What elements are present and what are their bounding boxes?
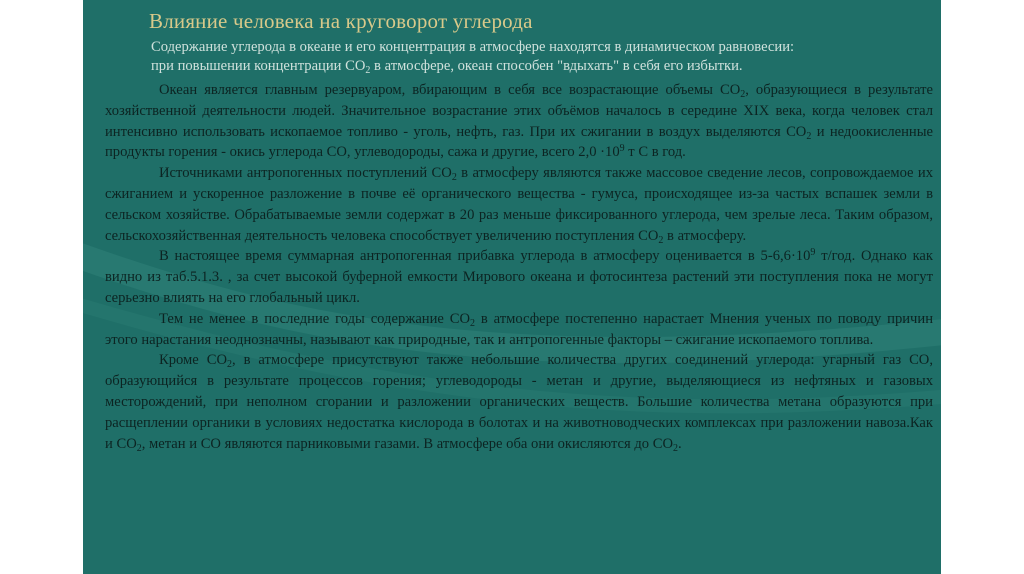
- slide-title: Влияние человека на круговорот углерода: [149, 9, 533, 33]
- paragraph-other-compounds: Кроме $СО_2$, в атмосфере присутствуют также небольшие количества других соединений углерода: угарный газ СО, образующийся в результате процессов горения; углеводороды - метан и другие, выделяющиеся из нефтяных и газовых месторождений, при неполном сгорании и разложении органических веществ. Большие количества метана образуются при расщеплении органики в условиях недостатка кислорода в болотах и на животноводческих комплексах при разложении навоза.Как и $СО_2$, метан и СО являются парниковыми газами. В атмосфере оба они окисляются до $СО_2$.: [105, 352, 933, 454]
- intro-line-2: при повышении концентрации $СО_2$ в атмосфере, океан способен "вдыхать" в себя его избытки.: [151, 58, 743, 76]
- intro-text: [121, 38, 933, 76]
- body-text: [105, 80, 933, 454]
- paragraph-sources: Источниками антропогенных поступлений $СО_2$ в атмосферу являются также массовое сведение лесов, сопровождаемое их сжиганием и ускоренное разложение в почве её органического вещества - гумуса, происходящее из-за частых вспашек земли в сельском хозяйстве. Обрабатываемые земли содержат в 20 раз меньше фиксированного углерода, чем зрелые леса. Таким образом, сельскохозяйственная деятельность человека способствует увеличению поступления $СО_2$ в атмосферу.: [105, 165, 933, 246]
- paragraph-growth: Тем не менее в последние годы содержание $СО_2$ в атмосфере постепенно нарастает Мнения ученых по поводу причин этого нарастания неоднозначны, называют как природные, так и антропогенные факторы – сжигание ископаемого топлива.: [105, 310, 934, 348]
- paragraph-ocean: Океан является главным резервуаром, вбирающим в себя все возрастающие объемы $СО_2$, образующиеся в результате хозяйственной деятельности людей. Значительное возрастание этих объёмов началось в середине XIX века, когда человек стал интенсивно использовать ископаемое топливо - уголь, нефть, газ. При их сжигании в воздух выделяются $СО_2$ и недоокисленные продукты горения - окись углерода СО, углеводороды, сажа и другие, всего $2,0 \cdot 10^9$ т С в год.: [105, 82, 933, 161]
- paragraph-estimate: В настоящее время суммарная антропогенная прибавка углерода в атмосферу оценивается в $5-6,6\cdot 10^9$ т/год. Однако как видно из таб.5.1.3. , за счет высокой буферной емкости Мирового океана и фотосинтеза растений эти поступления пока не могут серьезно влиять на его глобальный цикл.: [105, 247, 934, 306]
- slide: [83, 0, 941, 574]
- intro-line-1: Содержание углерода в океане и его концентрация в атмосфере находятся в динамическом равновесии:: [151, 39, 795, 55]
